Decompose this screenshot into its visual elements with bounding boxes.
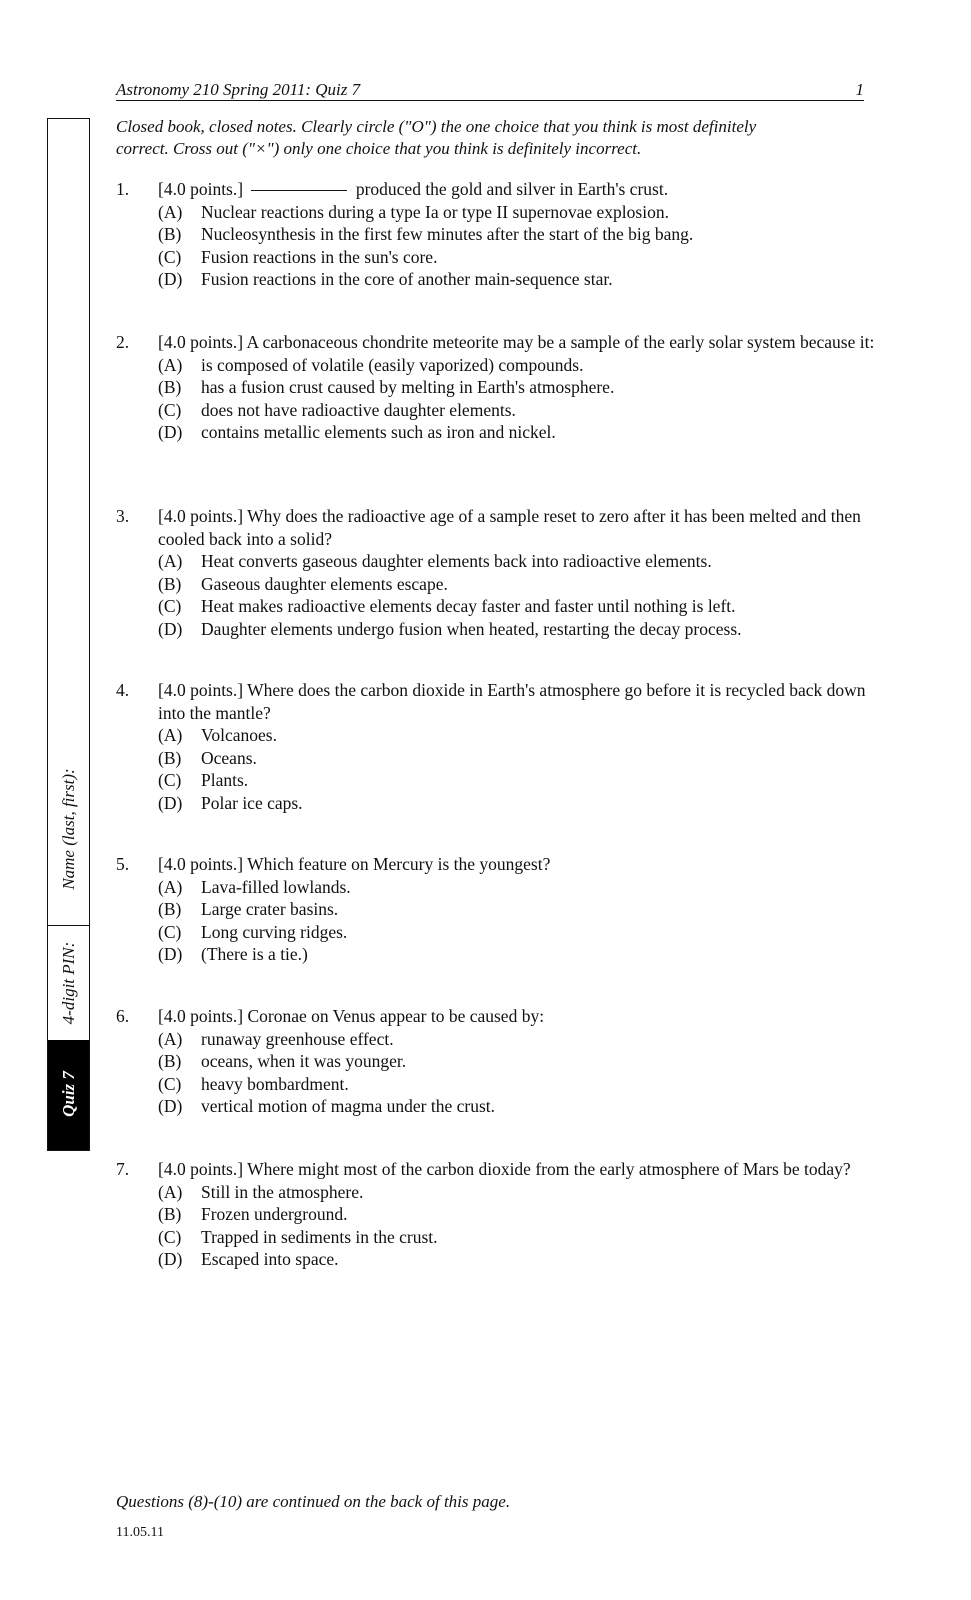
answer-sidebar [47,118,90,1151]
question-points: [4.0 points.] [158,854,244,874]
choice-b[interactable]: (B) Frozen underground. [158,1204,348,1224]
question-text: A carbonaceous chondrite meteorite may be a sample of the early solar system because it: [246,332,875,352]
question-text: produced the gold and silver in Earth's crust. [355,179,669,199]
choice-d[interactable]: (D) (There is a tie.) [158,944,308,964]
question-number: 3. [116,506,130,526]
question-number: 4. [116,680,130,700]
question-3 [116,505,876,640]
choice-d[interactable]: (D) Fusion reactions in the core of another main-sequence star. [158,269,613,289]
choice-d[interactable]: (D) vertical motion of magma under the crust. [158,1096,496,1116]
choice-c[interactable]: (C) Heat makes radioactive elements decay faster and faster until nothing is left. [158,596,736,616]
question-2 [116,331,876,444]
page-header [116,80,864,101]
question-points: [4.0 points.] [158,506,244,526]
question-points: [4.0 points.] [158,680,244,700]
choice-c[interactable]: (C) does not have radioactive daughter elements. [158,399,516,420]
instructions [116,116,876,160]
choice-c[interactable]: (C) Long curving ridges. [158,921,348,942]
choice-d[interactable]: (D) Escaped into space. [158,1249,339,1269]
page-number: 1 [855,80,864,99]
question-text: Why does the radioactive age of a sample reset to zero after it has been melted and then cooled back into a solid? [158,506,861,549]
question-number: 2. [116,332,130,352]
question-5 [116,853,876,966]
choice-d[interactable]: (D) Daughter elements undergo fusion when heated, restarting the decay process. [158,618,742,639]
choice-c[interactable]: (C) heavy bombardment. [158,1073,349,1094]
choice-c[interactable]: (C) Trapped in sediments in the crust. [158,1226,438,1247]
choice-b[interactable]: (B) oceans, when it was younger. [158,1051,407,1071]
question-points: [4.0 points.] [158,179,244,199]
answer-blank [251,190,347,191]
choice-a[interactable]: (A) Nuclear reactions during a type Ia or type II supernovae explosion. [158,201,669,222]
instructions-line-1: Closed book, closed notes. Clearly circle ("O") the one choice that you think is most definitely [116,117,757,136]
choice-a[interactable]: (A) is composed of volatile (easily vaporized) compounds. [158,354,584,375]
question-number: 1. [116,179,130,199]
question-text: Where might most of the carbon dioxide from the early atmosphere of Mars be today? [247,1159,851,1179]
question-text: Where does the carbon dioxide in Earth's atmosphere go before it is recycled back down into the mantle? [158,680,866,723]
pin-field[interactable] [48,925,89,1040]
choice-a[interactable]: (A) runaway greenhouse effect. [158,1028,394,1049]
continued-note: Questions (8)-(10) are continued on the back of this page. [116,1492,511,1511]
question-text: Which feature on Mercury is the youngest? [247,854,551,874]
instructions-line-2: correct. Cross out ("×") only one choice that you think is definitely incorrect. [116,139,642,158]
choice-c[interactable]: (C) Fusion reactions in the sun's core. [158,246,438,267]
choice-b[interactable]: (B) Oceans. [158,747,257,768]
question-number: 6. [116,1006,130,1026]
question-points: [4.0 points.] [158,332,244,352]
date-stamp: 11.05.11 [116,1525,164,1540]
choice-b[interactable]: (B) has a fusion crust caused by melting in Earth's atmosphere. [158,377,615,397]
question-6 [116,1005,876,1118]
choice-b[interactable]: (B) Nucleosynthesis in the first few minutes after the start of the big bang. [158,224,694,244]
question-7 [116,1158,876,1271]
header-title: Astronomy 210 Spring 2011: Quiz 7 [116,80,361,99]
choice-a[interactable]: (A) Still in the atmosphere. [158,1181,364,1202]
quiz-label: Quiz 7 [58,1071,78,1117]
question-number: 5. [116,854,130,874]
name-label: Name (last, first): [58,768,78,890]
question-points: [4.0 points.] [158,1006,244,1026]
choice-a[interactable]: (A) Volcanoes. [158,725,277,745]
question-4 [116,679,876,814]
choice-d[interactable]: (D) Polar ice caps. [158,792,303,813]
question-1 [116,178,876,291]
question-points: [4.0 points.] [158,1159,244,1179]
name-field[interactable] [48,119,89,926]
question-text: Coronae on Venus appear to be caused by: [247,1006,545,1026]
pin-label: 4-digit PIN: [58,941,78,1025]
quiz-label-box [48,1040,89,1150]
choice-a[interactable]: (A) Heat converts gaseous daughter elements back into radioactive elements. [158,551,712,571]
question-number: 7. [116,1159,130,1179]
choice-a[interactable]: (A) Lava-filled lowlands. [158,876,351,897]
choice-b[interactable]: (B) Gaseous daughter elements escape. [158,573,448,594]
choice-d[interactable]: (D) contains metallic elements such as iron and nickel. [158,422,556,442]
choice-b[interactable]: (B) Large crater basins. [158,899,339,919]
choice-c[interactable]: (C) Plants. [158,770,249,790]
